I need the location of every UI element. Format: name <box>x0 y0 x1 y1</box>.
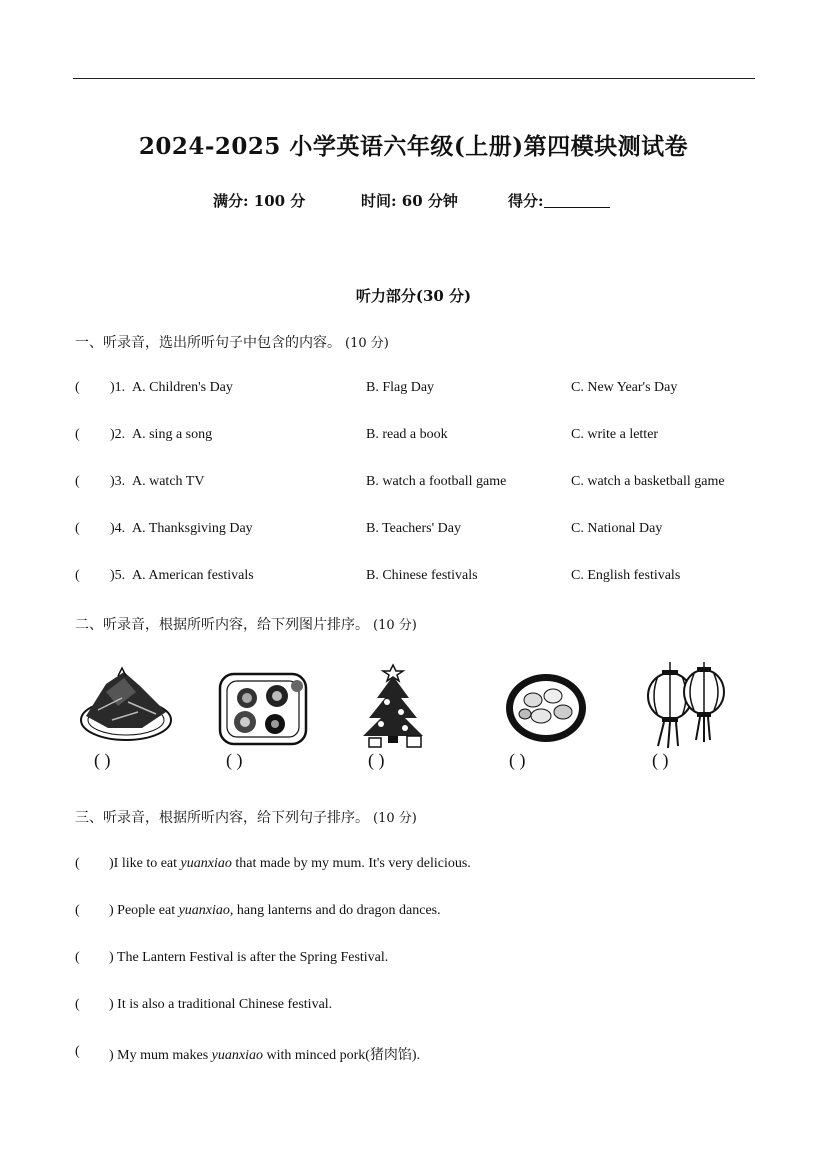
zongzi-plate-image <box>78 662 174 748</box>
score-field <box>508 190 610 211</box>
section-2-heading: 二、听录音，根据所听内容，给下列图片排序。 (10 分) <box>75 617 417 633</box>
question-number: )5. <box>110 568 126 583</box>
picture-answer-blank[interactable]: ( ) <box>652 750 669 770</box>
mooncake-box-image <box>217 662 309 748</box>
answer-paren[interactable]: ( <box>75 568 80 583</box>
option-b: B. watch a football game <box>366 474 507 489</box>
option-b: B. Chinese festivals <box>366 568 478 583</box>
picture-answer-blank[interactable]: ( ) <box>94 750 111 770</box>
option-b: B. read a book <box>366 427 448 442</box>
sentence-text: ) My mum makes yuanxiao with minced pork(猪肉馅). <box>109 1048 421 1063</box>
question-row <box>0 380 827 400</box>
option-c: C. National Day <box>571 521 663 536</box>
answer-paren[interactable]: ( <box>75 997 80 1012</box>
lanterns-image <box>642 662 732 748</box>
score-label: 得分: <box>508 192 544 210</box>
question-number: )2. <box>110 427 126 442</box>
answer-paren[interactable]: ( <box>75 380 80 395</box>
question-row <box>0 427 827 447</box>
option-a: A. Children's Day <box>132 380 233 395</box>
picture-answer-blank[interactable]: ( ) <box>368 750 385 770</box>
dumpling-bowl-image <box>503 662 589 748</box>
question-row <box>0 568 827 588</box>
full-marks: 满分: 100 分 <box>213 192 306 210</box>
sentence-row <box>75 1044 421 1063</box>
option-c: C. write a letter <box>571 427 659 442</box>
option-a: A. Thanksgiving Day <box>132 521 253 536</box>
question-number: )4. <box>110 521 126 536</box>
listening-part-title: 听力部分(30 分) <box>355 287 472 305</box>
question-number: )3. <box>110 474 126 489</box>
answer-paren[interactable]: ( <box>75 474 80 489</box>
answer-paren[interactable]: ( <box>75 903 80 918</box>
christmas-tree-image <box>357 662 429 748</box>
answer-paren[interactable]: ( <box>75 856 80 871</box>
sentence-text: )I like to eat yuanxiao that made by my mum. It's very delicious. <box>109 856 471 871</box>
option-a: A. watch TV <box>132 474 205 489</box>
question-number: )1. <box>110 380 126 395</box>
option-a: A. sing a song <box>132 427 213 442</box>
sentence-row <box>75 856 471 872</box>
picture-answer-blank[interactable]: ( ) <box>509 750 526 770</box>
answer-paren[interactable]: ( <box>75 521 80 536</box>
answer-paren[interactable]: ( <box>75 1044 80 1059</box>
option-a: A. American festivals <box>132 568 254 583</box>
picture-answer-blank[interactable]: ( ) <box>226 750 243 770</box>
option-c: C. English festivals <box>571 568 681 583</box>
option-c: C. New Year's Day <box>571 380 678 395</box>
answer-paren[interactable]: ( <box>75 950 80 965</box>
sentence-row <box>75 903 441 919</box>
time-limit: 时间: 60 分钟 <box>361 192 458 210</box>
section-1-heading: 一、听录音，选出所听句子中包含的内容。 (10 分) <box>75 335 389 351</box>
option-b: B. Teachers' Day <box>366 521 461 536</box>
sentence-text: ) It is also a traditional Chinese festival. <box>109 997 333 1012</box>
score-blank[interactable] <box>544 193 610 208</box>
page-title: 2024-2025 小学英语六年级(上册)第四模块测试卷 <box>138 133 689 160</box>
question-row <box>0 521 827 541</box>
sentence-row <box>75 997 333 1013</box>
sentence-text: ) The Lantern Festival is after the Spring Festival. <box>109 950 389 965</box>
section-3-heading: 三、听录音，根据所听内容，给下列句子排序。 (10 分) <box>75 810 417 826</box>
sentence-text: ) People eat yuanxiao, hang lanterns and do dragon dances. <box>109 903 441 918</box>
sentence-row <box>75 950 389 966</box>
header-rule <box>73 78 755 79</box>
option-b: B. Flag Day <box>366 380 435 395</box>
question-row <box>0 474 827 494</box>
answer-paren[interactable]: ( <box>75 427 80 442</box>
option-c: C. watch a basketball game <box>571 474 725 489</box>
